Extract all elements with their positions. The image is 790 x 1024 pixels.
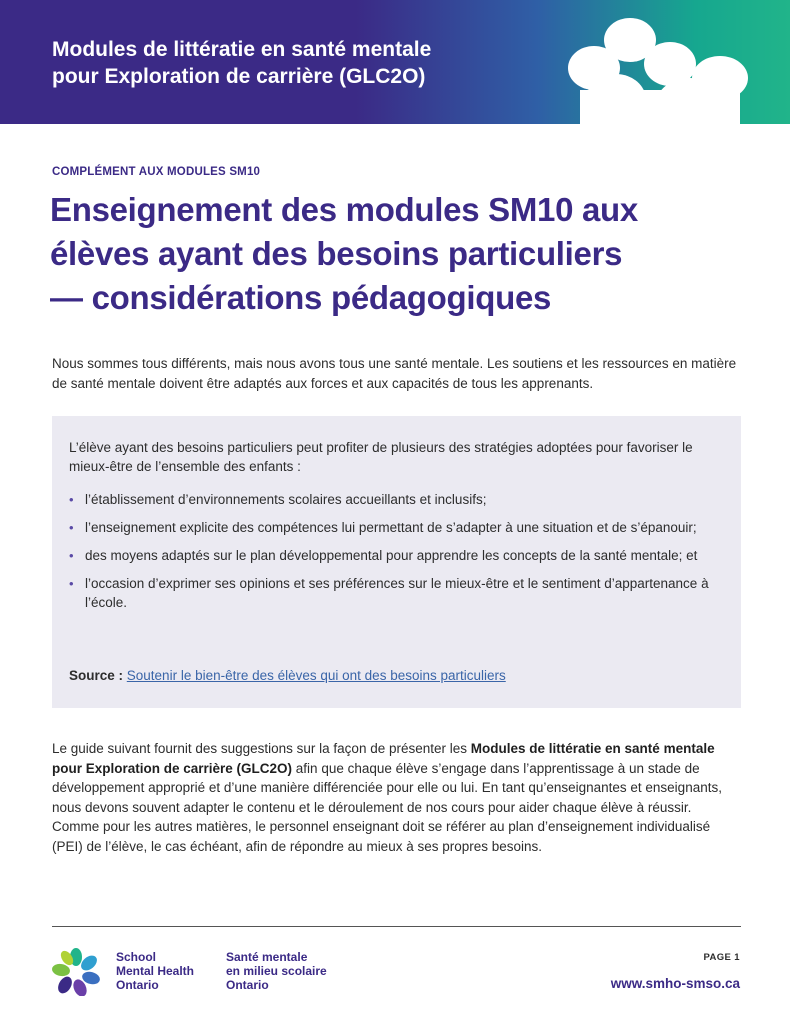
footer-org-fr-line: Ontario (226, 978, 269, 992)
footer-org-en-line: Ontario (116, 978, 159, 992)
page-number: PAGE 1 (703, 952, 740, 963)
flower-logo-icon (560, 0, 760, 124)
header-title (52, 36, 572, 90)
body-text-2: afin que chaque élève s’engage dans l’apprentissage à un stade de développement approprié et d’une manière différenciée pour elle ou lui. En tant qu’enseignantes et enseignants, nous devons souvent adapter le contenu et le déroulement de nos cours pour aider chaque élève à réussir. Comme pour les autres matières, le personnel enseignant doit se référer au plan d’enseignement individualisé (PEI) de l’élève, le cas échéant, afin de répondre au mieux à ses propres besoins. (52, 760, 722, 854)
list-item (69, 518, 709, 537)
body-text-bold: Modules de littératie en santé mentale pour Exploration de carrière (GLC2O) (52, 741, 715, 776)
footer-divider (52, 926, 741, 927)
body-text-1: Le guide suivant fournit des suggestions sur la façon de présenter les (52, 741, 471, 756)
page-title-line-1: Enseignement des modules SM10 aux (50, 191, 638, 228)
header-banner (0, 0, 790, 124)
source-line (69, 666, 709, 685)
bullet-icon: • (69, 520, 74, 535)
website-link[interactable]: www.smho-smso.ca (610, 976, 740, 991)
body-paragraph (52, 739, 742, 856)
page-title-line-2: élèves ayant des besoins particuliers (50, 235, 623, 272)
list-item (69, 574, 709, 612)
list-item-text: l’occasion d’exprimer ses opinions et ses préférences sur le mieux-être et le sentiment d’appartenance à l’école. (85, 576, 709, 610)
page-title (50, 188, 750, 320)
intro-paragraph: Nous sommes tous différents, mais nous avons tous une santé mentale. Les soutiens et les ressources en matière de santé mentale doivent être adaptés aux forces et aux capacités de tous les apprenants. (52, 356, 737, 391)
list-item-text: l’établissement d’environnements scolaires accueillants et inclusifs; (85, 492, 487, 507)
footer-org-en-line: Mental Health (116, 964, 195, 978)
strategy-list (69, 490, 709, 621)
header-title-line-1: Modules de littératie en santé mentale (52, 38, 432, 61)
header-title-line-2: pour Exploration de carrière (GLC2O) (52, 65, 426, 88)
section-eyebrow: COMPLÉMENT AUX MODULES SM10 (52, 166, 261, 178)
footer-org-english (116, 950, 226, 992)
page-title-line-3: — considérations pédagogiques (50, 279, 552, 316)
source-label: Source : (69, 668, 124, 683)
footer-org-fr-line: en milieu scolaire (226, 964, 327, 978)
list-item-text: des moyens adaptés sur le plan développemental pour apprendre les concepts de la santé mentale; et (85, 548, 698, 563)
bullet-icon: • (69, 576, 74, 591)
source-link[interactable]: Soutenir le bien-être des élèves qui ont des besoins particuliers (126, 668, 506, 683)
callout-lead: L’élève ayant des besoins particuliers peut profiter de plusieurs des stratégies adoptées pour favoriser le mieux-être de l’ensemble des enfants : (69, 440, 693, 474)
smho-logo-icon (52, 948, 100, 996)
footer-org-en-line: School (116, 950, 157, 964)
footer-org-french (226, 950, 366, 992)
callout-box (52, 416, 741, 708)
bullet-icon: • (69, 492, 74, 507)
list-item (69, 546, 709, 565)
bullet-icon: • (69, 548, 74, 563)
list-item-text: l’enseignement explicite des compétences lui permettant de s’adapter à une situation et de s’épanouir; (85, 520, 697, 535)
footer-org-fr-line: Santé mentale (226, 950, 308, 964)
list-item (69, 490, 709, 509)
